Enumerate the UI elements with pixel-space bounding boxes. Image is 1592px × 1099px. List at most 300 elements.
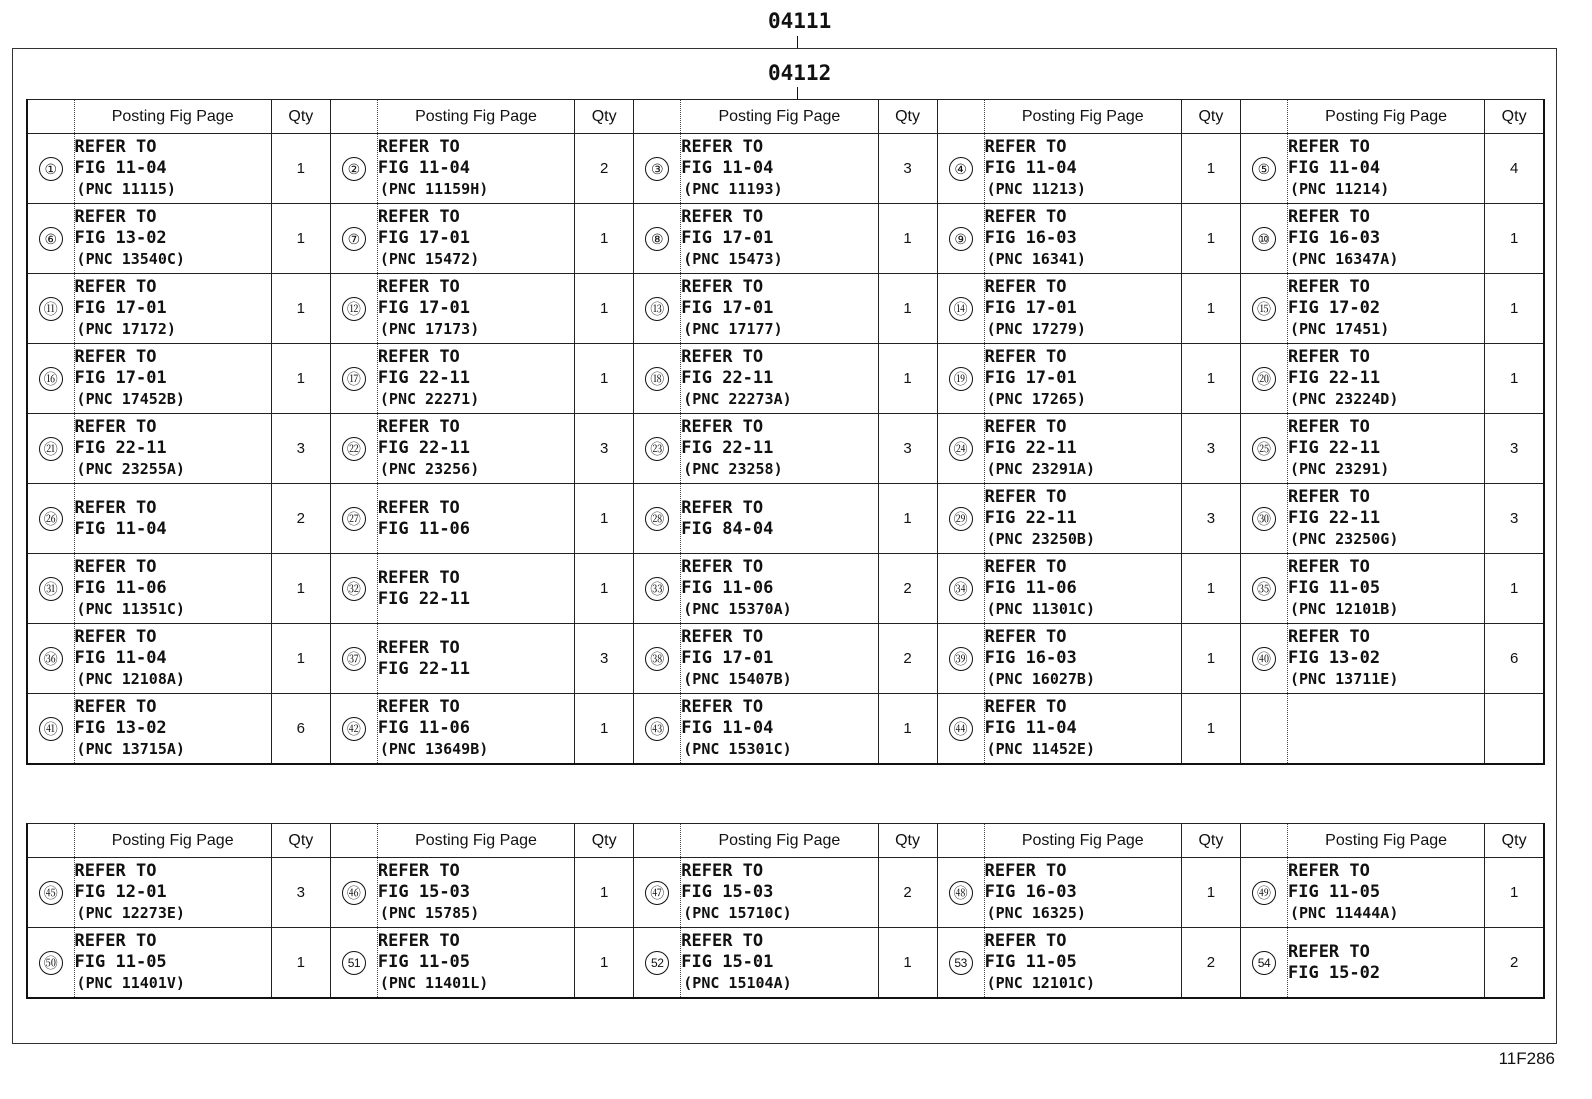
item-number-cell (937, 694, 984, 765)
item-number-circle: ㉗ (342, 507, 366, 531)
qty-cell: 1 (1181, 344, 1240, 414)
item-number-circle: ㊿ (39, 951, 63, 975)
refer-line: REFER TO (377, 697, 460, 717)
posting-fig-cell (984, 694, 1181, 765)
item-number-cell (1240, 624, 1287, 694)
refer-line: REFER TO (377, 137, 460, 157)
item-number-cell (330, 694, 377, 765)
qty-cell: 1 (271, 274, 330, 344)
refer-line: REFER TO (984, 207, 1067, 227)
posting-fig-cell (74, 134, 271, 204)
refer-line: REFER TO (377, 497, 460, 518)
posting-fig-cell (984, 204, 1181, 274)
item-number-cell (1240, 554, 1287, 624)
item-number-cell (634, 344, 681, 414)
pnc-line: (PNC 13540C) (76, 250, 185, 268)
item-number-cell (330, 414, 377, 484)
posting-fig-cell (984, 414, 1181, 484)
header-posting-fig-page: Posting Fig Page (681, 824, 878, 858)
item-number-circle: ㊳ (645, 647, 669, 671)
pnc-line: (PNC 11159H) (379, 180, 489, 198)
fig-line: FIG 17-01 (377, 228, 471, 248)
fig-line: FIG 11-06 (984, 578, 1077, 598)
leader-line (797, 36, 798, 48)
fig-line: FIG 22-11 (74, 438, 167, 458)
header-blank (937, 100, 984, 134)
fig-line: FIG 17-01 (984, 298, 1077, 318)
pnc-line: (PNC 11213) (986, 180, 1086, 198)
fig-line: FIG 16-03 (984, 228, 1077, 248)
qty-cell: 3 (878, 414, 937, 484)
posting-fig-cell (681, 134, 878, 204)
posting-fig-cell (1287, 624, 1484, 694)
fig-line: FIG 11-05 (74, 952, 167, 972)
item-number-circle: ⑨ (949, 227, 973, 251)
header-qty: Qty (271, 100, 330, 134)
qty-cell: 2 (878, 554, 937, 624)
posting-fig-cell (74, 414, 271, 484)
fig-line: FIG 13-02 (74, 228, 167, 248)
pnc-line: (PNC 15785) (379, 904, 480, 922)
header-blank (1240, 100, 1287, 134)
posting-fig-cell (377, 344, 574, 414)
qty-cell: 1 (1181, 694, 1240, 765)
table-row (27, 344, 1544, 414)
refer-line: REFER TO (74, 557, 157, 577)
fig-line: FIG 11-05 (1287, 578, 1381, 598)
header-blank (330, 100, 377, 134)
pnc-line: (PNC 11115) (76, 180, 176, 198)
item-number-cell (330, 624, 377, 694)
item-number-cell (1240, 694, 1287, 765)
fig-line: FIG 17-01 (984, 368, 1077, 388)
pnc-line: (PNC 15472) (379, 250, 480, 268)
header-posting-fig-page: Posting Fig Page (377, 100, 574, 134)
parts-reference-table-2 (26, 823, 1545, 999)
posting-fig-cell (681, 624, 878, 694)
qty-cell: 1 (271, 928, 330, 999)
posting-fig-cell (681, 344, 878, 414)
pnc-line: (PNC 16325) (986, 904, 1086, 922)
pnc-line: (PNC 17172) (76, 320, 176, 338)
item-number-cell (330, 134, 377, 204)
pnc-line: (PNC 23256) (379, 460, 480, 478)
header-posting-fig-page: Posting Fig Page (984, 100, 1181, 134)
pnc-line: (PNC 23255A) (76, 460, 185, 478)
fig-line: FIG 11-05 (984, 952, 1077, 972)
item-number-circle: ⑫ (342, 297, 366, 321)
item-number-circle: ④ (949, 157, 973, 181)
item-number-circle: ㊸ (645, 717, 669, 741)
header-blank (1240, 824, 1287, 858)
posting-fig-cell (984, 928, 1181, 999)
item-number-circle: ㊼ (645, 881, 669, 905)
qty-cell: 1 (878, 204, 937, 274)
qty-cell: 1 (1485, 274, 1544, 344)
qty-cell: 1 (575, 694, 634, 765)
qty-cell: 2 (271, 484, 330, 554)
pnc-line: (PNC 23291A) (986, 460, 1095, 478)
item-number-cell (634, 484, 681, 554)
item-number-cell (27, 274, 74, 344)
posting-fig-cell (74, 858, 271, 928)
fig-line: FIG 11-06 (377, 718, 471, 738)
fig-line: FIG 11-04 (74, 648, 167, 668)
posting-fig-cell (1287, 274, 1484, 344)
item-number-cell (634, 204, 681, 274)
header-posting-fig-page: Posting Fig Page (681, 100, 878, 134)
item-number-circle: 53 (949, 951, 973, 975)
item-number-circle: ⑤ (1252, 157, 1276, 181)
qty-cell: 2 (878, 624, 937, 694)
item-number-circle: ⑰ (342, 367, 366, 391)
fig-line: FIG 22-11 (377, 588, 471, 609)
posting-fig-cell (377, 858, 574, 928)
fig-line: FIG 11-04 (1287, 158, 1381, 178)
refer-line: REFER TO (681, 207, 764, 227)
header-posting-fig-page: Posting Fig Page (377, 824, 574, 858)
posting-fig-cell (984, 134, 1181, 204)
item-number-cell (634, 134, 681, 204)
refer-line: REFER TO (984, 861, 1067, 881)
item-number-circle: ⑩ (1252, 227, 1276, 251)
qty-cell: 2 (878, 858, 937, 928)
assembly-code-top: 04111 (768, 9, 832, 33)
fig-line: FIG 11-06 (74, 578, 167, 598)
item-number-cell (330, 484, 377, 554)
item-number-cell (937, 414, 984, 484)
item-number-circle: 54 (1252, 951, 1276, 975)
pnc-line: (PNC 12108A) (76, 670, 185, 688)
pnc-line: (PNC 12101B) (1289, 600, 1399, 618)
refer-line: REFER TO (681, 277, 764, 297)
qty-cell: 1 (1181, 858, 1240, 928)
qty-cell: 6 (1485, 624, 1544, 694)
qty-cell: 1 (575, 554, 634, 624)
refer-line: REFER TO (377, 347, 460, 367)
fig-line: FIG 17-01 (377, 298, 471, 318)
qty-cell: 3 (1485, 484, 1544, 554)
item-number-circle: 52 (645, 951, 669, 975)
item-number-cell (634, 414, 681, 484)
fig-line: FIG 11-04 (74, 158, 167, 178)
refer-line: REFER TO (984, 487, 1067, 507)
fig-line: FIG 11-05 (377, 952, 471, 972)
header-posting-fig-page: Posting Fig Page (984, 824, 1181, 858)
qty-cell: 3 (271, 414, 330, 484)
pnc-line: (PNC 17265) (986, 390, 1086, 408)
item-number-cell (634, 694, 681, 765)
refer-line: REFER TO (1287, 277, 1370, 297)
table-row (27, 204, 1544, 274)
pnc-line: (PNC 11214) (1289, 180, 1390, 198)
pnc-line: (PNC 11401V) (76, 974, 185, 992)
item-number-cell (937, 554, 984, 624)
qty-cell: 3 (271, 858, 330, 928)
item-number-circle: ㊷ (342, 717, 366, 741)
header-qty: Qty (878, 100, 937, 134)
item-number-circle: ㉓ (645, 437, 669, 461)
item-number-circle: ㊴ (949, 647, 973, 671)
qty-cell: 1 (878, 694, 937, 765)
item-number-cell (330, 928, 377, 999)
posting-fig-cell (377, 694, 574, 765)
pnc-line: (PNC 15473) (683, 250, 783, 268)
item-number-circle: ㉞ (949, 577, 973, 601)
posting-fig-cell (1287, 134, 1484, 204)
item-number-circle: ⑪ (39, 297, 63, 321)
item-number-cell (1240, 274, 1287, 344)
table-row (27, 858, 1544, 928)
refer-line: REFER TO (984, 557, 1067, 577)
item-number-cell (937, 484, 984, 554)
item-number-cell (27, 134, 74, 204)
posting-fig-cell (984, 858, 1181, 928)
fig-line: FIG 16-03 (1287, 228, 1381, 248)
fig-line: FIG 11-05 (1287, 882, 1381, 902)
posting-fig-cell (1287, 204, 1484, 274)
item-number-circle: ㉕ (1252, 437, 1276, 461)
item-number-circle: ㉝ (645, 577, 669, 601)
posting-fig-cell (984, 484, 1181, 554)
header-qty: Qty (1485, 100, 1544, 134)
qty-cell: 1 (575, 204, 634, 274)
item-number-cell (1240, 414, 1287, 484)
item-number-cell (937, 624, 984, 694)
item-number-cell (27, 928, 74, 999)
item-number-circle: ⑮ (1252, 297, 1276, 321)
pnc-line: (PNC 23250G) (1289, 530, 1399, 548)
qty-cell: 1 (575, 274, 634, 344)
item-number-circle: ② (342, 157, 366, 181)
refer-line: REFER TO (984, 417, 1067, 437)
qty-cell: 1 (575, 344, 634, 414)
item-number-circle: ㉜ (342, 577, 366, 601)
item-number-circle: ① (39, 157, 63, 181)
refer-line: REFER TO (681, 347, 764, 367)
fig-line: FIG 17-01 (681, 648, 774, 668)
pnc-line: (PNC 13711E) (1289, 670, 1399, 688)
posting-fig-cell (984, 344, 1181, 414)
fig-line: FIG 11-04 (377, 158, 471, 178)
pnc-line: (PNC 15104A) (683, 974, 792, 992)
qty-cell: 1 (1181, 554, 1240, 624)
pnc-line: (PNC 15301C) (683, 740, 792, 758)
fig-line: FIG 16-03 (984, 882, 1077, 902)
refer-line: REFER TO (984, 137, 1067, 157)
pnc-line: (PNC 16341) (986, 250, 1086, 268)
posting-fig-cell (74, 624, 271, 694)
pnc-line: (PNC 17451) (1289, 320, 1390, 338)
table-header-row (27, 100, 1544, 134)
pnc-line: (PNC 13715A) (76, 740, 185, 758)
qty-cell: 1 (1485, 554, 1544, 624)
table-row (27, 694, 1544, 765)
qty-cell: 1 (575, 484, 634, 554)
fig-line: FIG 22-11 (1287, 508, 1381, 528)
fig-line: FIG 11-04 (74, 518, 167, 539)
item-number-circle: ㉘ (645, 507, 669, 531)
item-number-circle: ㊽ (949, 881, 973, 905)
qty-cell: 1 (1181, 274, 1240, 344)
refer-line: REFER TO (1287, 627, 1370, 647)
item-number-cell (330, 274, 377, 344)
refer-line: REFER TO (681, 861, 764, 881)
fig-line: FIG 11-04 (681, 718, 774, 738)
posting-fig-cell (377, 624, 574, 694)
item-number-circle: ③ (645, 157, 669, 181)
qty-cell: 1 (1181, 134, 1240, 204)
pnc-line: (PNC 11401L) (379, 974, 489, 992)
fig-line: FIG 12-01 (74, 882, 167, 902)
item-number-cell (27, 694, 74, 765)
fig-line: FIG 15-02 (1287, 962, 1381, 983)
posting-fig-cell (377, 554, 574, 624)
item-number-circle: ㊺ (39, 881, 63, 905)
table-row (27, 928, 1544, 999)
item-number-cell (634, 858, 681, 928)
item-number-cell (1240, 344, 1287, 414)
header-blank (937, 824, 984, 858)
qty-cell: 3 (575, 414, 634, 484)
refer-line: REFER TO (377, 567, 460, 588)
refer-line: REFER TO (377, 207, 460, 227)
posting-fig-cell (1287, 414, 1484, 484)
item-number-cell (634, 554, 681, 624)
refer-line: REFER TO (681, 137, 764, 157)
fig-line: FIG 15-03 (681, 882, 774, 902)
qty-cell: 1 (1485, 858, 1544, 928)
posting-fig-cell (377, 928, 574, 999)
pnc-line: (PNC 11444A) (1289, 904, 1399, 922)
item-number-circle: ⑲ (949, 367, 973, 391)
item-number-circle: ㊶ (39, 717, 63, 741)
fig-line: FIG 11-06 (681, 578, 774, 598)
posting-fig-cell (74, 484, 271, 554)
header-qty: Qty (575, 100, 634, 134)
item-number-circle: ㉒ (342, 437, 366, 461)
pnc-line: (PNC 23291) (1289, 460, 1390, 478)
pnc-line: (PNC 17279) (986, 320, 1086, 338)
fig-line: FIG 22-11 (377, 658, 471, 679)
qty-cell: 1 (878, 274, 937, 344)
header-blank (634, 100, 681, 134)
refer-line: REFER TO (1287, 417, 1370, 437)
item-number-cell (937, 204, 984, 274)
refer-line: REFER TO (377, 637, 460, 658)
refer-line: REFER TO (377, 931, 460, 951)
refer-line: REFER TO (984, 931, 1067, 951)
item-number-cell (330, 344, 377, 414)
qty-cell: 1 (878, 484, 937, 554)
item-number-cell (937, 134, 984, 204)
refer-line: REFER TO (681, 931, 764, 951)
fig-line: FIG 22-11 (681, 438, 774, 458)
refer-line: REFER TO (984, 277, 1067, 297)
item-number-cell (27, 624, 74, 694)
item-number-circle: ㉑ (39, 437, 63, 461)
qty-cell: 3 (1181, 484, 1240, 554)
fig-line: FIG 22-11 (681, 368, 774, 388)
fig-line: FIG 84-04 (681, 518, 774, 539)
qty-cell: 1 (878, 344, 937, 414)
posting-fig-cell (1287, 484, 1484, 554)
pnc-line: (PNC 23224D) (1289, 390, 1399, 408)
item-number-circle: ㉛ (39, 577, 63, 601)
header-qty: Qty (1485, 824, 1544, 858)
qty-cell: 1 (575, 928, 634, 999)
fig-line: FIG 22-11 (1287, 438, 1381, 458)
posting-fig-cell (74, 928, 271, 999)
posting-fig-cell (681, 858, 878, 928)
refer-line: REFER TO (74, 417, 157, 437)
item-number-circle: ⑯ (39, 367, 63, 391)
posting-fig-cell (984, 274, 1181, 344)
header-qty: Qty (1181, 824, 1240, 858)
qty-cell: 1 (271, 624, 330, 694)
item-number-cell (937, 928, 984, 999)
pnc-line: (PNC 23258) (683, 460, 783, 478)
fig-line: FIG 22-11 (377, 438, 471, 458)
qty-cell: 1 (1485, 344, 1544, 414)
refer-line: REFER TO (1287, 557, 1370, 577)
refer-line: REFER TO (984, 347, 1067, 367)
qty-cell: 1 (271, 344, 330, 414)
refer-line: REFER TO (74, 207, 157, 227)
item-number-cell (1240, 858, 1287, 928)
posting-fig-cell (681, 414, 878, 484)
posting-fig-cell (681, 554, 878, 624)
fig-line: FIG 17-01 (681, 228, 774, 248)
item-number-cell (27, 554, 74, 624)
item-number-circle: ⑬ (645, 297, 669, 321)
pnc-line: (PNC 17177) (683, 320, 783, 338)
header-posting-fig-page: Posting Fig Page (74, 824, 271, 858)
leader-line (797, 87, 798, 99)
item-number-cell (27, 858, 74, 928)
item-number-cell (27, 414, 74, 484)
item-number-circle: ⑦ (342, 227, 366, 251)
item-number-cell (330, 204, 377, 274)
item-number-cell (1240, 204, 1287, 274)
refer-line: REFER TO (681, 557, 764, 577)
posting-fig-cell (681, 928, 878, 999)
fig-line: FIG 17-02 (1287, 298, 1381, 318)
pnc-line: (PNC 11351C) (76, 600, 185, 618)
fig-line: FIG 17-01 (681, 298, 774, 318)
fig-line: FIG 22-11 (1287, 368, 1381, 388)
table-row (27, 624, 1544, 694)
refer-line: REFER TO (1287, 861, 1370, 881)
qty-cell: 3 (575, 624, 634, 694)
refer-line: REFER TO (74, 277, 157, 297)
refer-line: REFER TO (681, 497, 764, 518)
item-number-circle: ㊲ (342, 647, 366, 671)
qty-cell: 6 (271, 694, 330, 765)
refer-line: REFER TO (681, 697, 764, 717)
posting-fig-cell (1287, 928, 1484, 999)
fig-line: FIG 17-01 (74, 368, 167, 388)
item-number-cell (634, 928, 681, 999)
item-number-circle: ㉖ (39, 507, 63, 531)
item-number-cell (937, 858, 984, 928)
pnc-line: (PNC 15407B) (683, 670, 792, 688)
item-number-circle: ㉔ (949, 437, 973, 461)
qty-cell: 1 (271, 554, 330, 624)
qty-cell: 1 (271, 204, 330, 274)
posting-fig-cell (984, 624, 1181, 694)
pnc-line: (PNC 11452E) (986, 740, 1095, 758)
